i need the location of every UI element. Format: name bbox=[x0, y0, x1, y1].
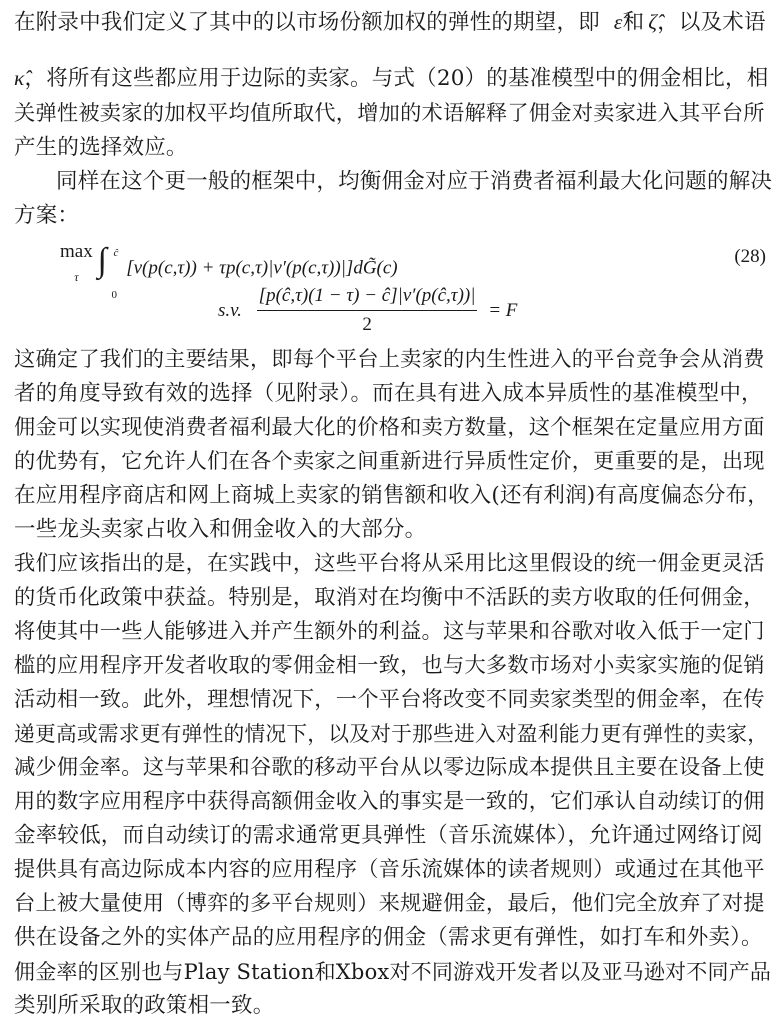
constraint-rhs: = F bbox=[488, 299, 518, 321]
text-line-6: 方案： bbox=[14, 203, 80, 228]
kappa-hat-symbol: κ̂ bbox=[14, 66, 25, 90]
equation-28-constraint bbox=[218, 284, 517, 337]
text-line-5: 同样在这个更一般的框架中，均衡佣金对应于消费者福利最大化问题的解决 bbox=[56, 169, 773, 194]
text-span: 和 bbox=[622, 10, 645, 35]
max-operator bbox=[60, 240, 93, 289]
text-span: ，将所有这些都应用于边际的卖家。与式（20）的基准模型中的佣金相比，相 bbox=[24, 66, 769, 91]
st-label: s.v. bbox=[218, 299, 242, 321]
epsilon-hat-symbol: ε̂ bbox=[613, 10, 623, 34]
zeta-hat-symbol: ζ̂ bbox=[648, 10, 658, 34]
text-line-18: 递更高或需求更有弹性的情况下，以及对于那些进入对盈利能力更有弹性的卖家， bbox=[14, 722, 769, 746]
integrand: [v(p(c,τ)) + τp(c,τ)|v′(p(c,τ))|]dG̃(c) bbox=[126, 257, 398, 279]
constraint-denominator: 2 bbox=[362, 314, 372, 335]
text-line-7: 这确定了我们的主要结果，即每个平台上卖家的内生性进入的平台竞争会从消费 bbox=[14, 347, 765, 372]
text-line-15: 将使其中一些人能够进入并产生额外的利益。这与苹果和谷歌对收入低于一定门 bbox=[14, 619, 765, 644]
text-line-26: 类别所采取的政策相一致。 bbox=[14, 993, 275, 1018]
text-line-12: 一些龙头卖家占收入和佣金收入的大部分。 bbox=[14, 517, 427, 542]
text-line-4: 产生的选择效应。 bbox=[14, 135, 188, 160]
integral-lower-limit: 0 bbox=[111, 288, 117, 301]
text-line-11: 在应用程序商店和网上商城上卖家的销售额和收入(还有利润)有高度偏态分布， bbox=[14, 483, 769, 508]
text-line-19: 减少佣金率。这与苹果和谷歌的移动平台从以零边际成本提供且主要在设备上使 bbox=[14, 755, 765, 780]
text-line-20: 用的数字应用程序中获得高额佣金收入的事实是一致的，它们承认自动续订的佣 bbox=[14, 789, 765, 814]
text-span: 在附录中我们定义了其中的以市场份额加权的弹性的期望，即 bbox=[14, 10, 600, 35]
text-line-22: 提供具有高边际成本内容的应用程序（音乐流媒体的读者规则）或通过在其他平 bbox=[14, 857, 765, 882]
text-line-21: 金率较低，而自动续订的需求通常更具弹性（音乐流媒体），允许通过网络订阅 bbox=[14, 823, 763, 848]
text-line-3: 关弹性被卖家的加权平均值所取代，增加的术语解释了佣金对卖家进入其平台所 bbox=[14, 101, 765, 126]
text-line-14: 的货币化政策中获益。特别是，取消对在均衡中不活跃的卖方收取的任何佣金， bbox=[14, 585, 765, 610]
text-line-23: 台上被大量使用（博弈的多平台规则）来规避佣金，最后，他们完全放弃了对提 bbox=[14, 891, 765, 916]
equation-number: (28) bbox=[734, 246, 766, 267]
text-span: ，以及术语 bbox=[657, 10, 766, 35]
text-line-1 bbox=[14, 6, 770, 39]
text-line-10: 的优势有，它允许人们在各个卖家之间重新进行异质性定价，更重要的是，出现 bbox=[14, 449, 765, 474]
text-line-2 bbox=[14, 62, 770, 95]
text-line-17: 活动相一致。此外，理想情况下，一个平台将改变不同卖家类型的佣金率，在传 bbox=[14, 687, 765, 712]
text-line-13: 我们应该指出的是，在实践中，这些平台将从采用比这里假设的统一佣金更灵活 bbox=[14, 551, 765, 576]
integral-sign: ∫ ĉ 0 bbox=[97, 247, 121, 291]
text-line-8: 者的角度导致有效的选择（见附录）。而在具有进入成本异质性的基准模型中， bbox=[14, 381, 763, 406]
constraint-fraction bbox=[257, 284, 478, 337]
text-line-25: 佣金率的区别也与Play Station和Xbox对不同游戏开发者以及亚马逊对不同产品 bbox=[14, 960, 772, 984]
text-line-24: 供在设备之外的实体产品的应用程序的佣金（需求更有弹性，如打车和外卖）。 bbox=[14, 925, 763, 950]
max-subscript: τ bbox=[74, 270, 79, 284]
max-label: max bbox=[60, 241, 93, 262]
text-line-9: 佣金可以实现使消费者福利最大化的价格和卖方数量，这个框架在定量应用方面 bbox=[14, 415, 765, 440]
constraint-numerator: [p(ĉ,τ)(1 − τ) − ĉ]|v′(p(ĉ,τ))| bbox=[257, 284, 478, 311]
text-line-16: 槛的应用程序开发者收取的零佣金相一致，也与大多数市场对小卖家实施的促销 bbox=[14, 653, 765, 678]
integral-upper-limit: ĉ bbox=[113, 246, 119, 259]
